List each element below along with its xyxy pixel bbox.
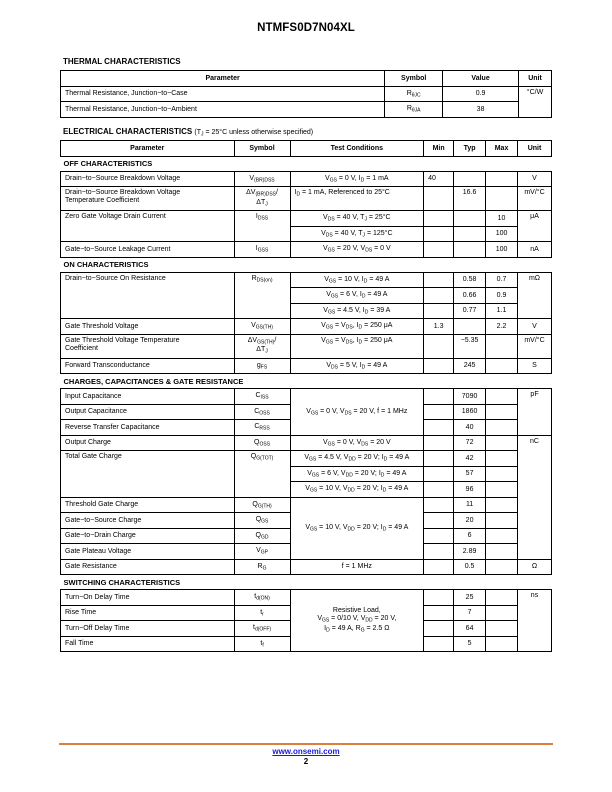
typ-cell: 2.89 (454, 544, 486, 560)
unit-cell: S (518, 358, 552, 374)
unit-cell: Ω (518, 559, 552, 575)
column-header: Min (424, 141, 454, 157)
max-cell (486, 513, 518, 529)
unit-cell: mΩ (518, 272, 552, 319)
typ-cell (454, 242, 486, 258)
typ-cell: 42 (454, 451, 486, 467)
thermal-table (60, 70, 552, 118)
page-title: NTMFS0D7N04XL (257, 22, 355, 34)
typ-cell: 245 (454, 358, 486, 374)
max-cell (486, 420, 518, 436)
condition-cell: $V_{GS} = 4.5$ V, $V_{DD} = 20$ V; $I_D = 49$ A (290, 451, 424, 467)
max-cell (486, 171, 518, 187)
symbol-cell: $t_f$ (234, 636, 290, 652)
symbol-cell: $t_{d(OFF)}$ (234, 621, 290, 637)
unit-cell: V (518, 319, 552, 335)
column-header: Symbol (234, 141, 290, 157)
max-cell (486, 636, 518, 652)
max-cell (486, 605, 518, 621)
min-cell (424, 242, 454, 258)
min-cell (424, 451, 454, 467)
min-cell (424, 272, 454, 288)
symbol-cell: $\Delta V_{(BR)DSS}/$ $\Delta T_J$ (234, 187, 290, 211)
symbol-cell: $\Delta V_{GS(TH)}/$ $\Delta T_J$ (234, 334, 290, 358)
condition-cell: $V_{GS} = V_{DS}$, $I_D = 250$ μA (290, 319, 424, 335)
typ-cell: 0.77 (454, 303, 486, 319)
parameter-cell: Rise Time (61, 605, 235, 621)
min-cell (424, 288, 454, 304)
max-cell (486, 358, 518, 374)
max-cell (486, 466, 518, 482)
max-cell (486, 404, 518, 420)
min-cell (424, 420, 454, 436)
condition-cell: $V_{GS} = 0$ V, $V_{DS} = 20$ V (290, 435, 424, 451)
unit-cell: °C/W (519, 86, 552, 117)
condition-cell: $V_{GS} = 4.5$ V, $I_D = 39$ A (290, 303, 424, 319)
symbol-cell: $R_G$ (234, 559, 290, 575)
typ-cell: 57 (454, 466, 486, 482)
parameter-cell: Thermal Resistance, Junction−to−Ambient (61, 102, 385, 118)
symbol-cell: $g_{FS}$ (234, 358, 290, 374)
symbol-cell: $V_{(BR)DSS}$ (234, 171, 290, 187)
max-cell: 0.9 (486, 288, 518, 304)
parameter-cell: Input Capacitance (61, 389, 235, 405)
typ-cell: 1860 (454, 404, 486, 420)
table-row (61, 590, 552, 606)
value-cell: 0.9 (443, 86, 519, 102)
parameter-cell: Output Capacitance (61, 404, 235, 420)
condition-cell: $V_{DS} = 40$ V, $T_J = 125^\circ C$ (290, 226, 424, 242)
max-cell (486, 559, 518, 575)
min-cell (424, 528, 454, 544)
min-cell (424, 605, 454, 621)
table-row (61, 435, 552, 451)
parameter-cell: Gate Plateau Voltage (61, 544, 235, 560)
condition-cell: $V_{GS} = 10$ V, $I_D = 49$ A (290, 272, 424, 288)
max-cell: 10 (486, 211, 518, 227)
typ-cell: 40 (454, 420, 486, 436)
parameter-cell: Drain−to−Source Breakdown Voltage (61, 171, 235, 187)
symbol-cell: $R_{DS(on)}$ (234, 272, 290, 319)
typ-cell: 11 (454, 497, 486, 513)
table-row (61, 358, 552, 374)
symbol-cell: $Q_{G(TOT)}$ (234, 451, 290, 498)
max-cell (486, 621, 518, 637)
min-cell: 1.3 (424, 319, 454, 335)
column-header: Parameter (61, 141, 235, 157)
max-cell (486, 497, 518, 513)
parameter-cell: Threshold Gate Charge (61, 497, 235, 513)
condition-cell: $V_{DS} = 5$ V, $I_D = 49$ A (290, 358, 424, 374)
table-row (61, 102, 552, 118)
min-cell (424, 513, 454, 529)
unit-cell: μA (518, 211, 552, 242)
typ-cell: 0.5 (454, 559, 486, 575)
typ-cell: 0.66 (454, 288, 486, 304)
symbol-cell: $Q_{GD}$ (234, 528, 290, 544)
website-link[interactable]: www.onsemi.com (272, 747, 340, 756)
table-row (61, 497, 552, 513)
symbol-cell: $t_r$ (234, 605, 290, 621)
typ-cell: 0.58 (454, 272, 486, 288)
min-cell (424, 187, 454, 211)
symbol-cell: $C_{RSS}$ (234, 420, 290, 436)
max-cell (486, 187, 518, 211)
min-cell (424, 389, 454, 405)
min-cell (424, 636, 454, 652)
group-header-charges: CHARGES, CAPACITANCES & GATE RESISTANCE (61, 374, 552, 389)
table-row (61, 86, 552, 102)
column-header: Test Conditions (290, 141, 424, 157)
parameter-cell: Turn−Off Delay Time (61, 621, 235, 637)
typ-cell: −5.35 (454, 334, 486, 358)
max-cell (486, 334, 518, 358)
group-header-on: ON CHARACTERISTICS (61, 257, 552, 272)
column-header: Parameter (61, 71, 385, 87)
condition-cell: $I_D = 1$ mA, Referenced to 25°C (290, 187, 424, 211)
parameter-cell: Drain−to−Source Breakdown Voltage Temperature Coefficient (61, 187, 235, 211)
column-header: Max (486, 141, 518, 157)
symbol-cell: $C_{ISS}$ (234, 389, 290, 405)
thermal-section-title: THERMAL CHARACTERISTICS (63, 57, 181, 66)
column-header: Unit (518, 141, 552, 157)
parameter-cell: Total Gate Charge (61, 451, 235, 498)
footer-divider (59, 743, 553, 745)
electrical-header-row (61, 141, 552, 157)
min-cell (424, 358, 454, 374)
max-cell: 0.7 (486, 272, 518, 288)
electrical-section-title: ELECTRICAL CHARACTERISTICS ($T_J = 25^\circ C$ unless otherwise specified) (63, 127, 314, 138)
parameter-cell: Turn−On Delay Time (61, 590, 235, 606)
condition-cell: $V_{GS} = 10$ V, $V_{DD} = 20$ V; $I_D = 49$ A (290, 497, 424, 559)
symbol-cell: $Q_{GS}$ (234, 513, 290, 529)
min-cell (424, 435, 454, 451)
parameter-cell: Gate−to−Source Charge (61, 513, 235, 529)
typ-cell: 20 (454, 513, 486, 529)
table-row (61, 272, 552, 288)
unit-cell: nA (518, 242, 552, 258)
min-cell (424, 226, 454, 242)
condition-cell: $V_{GS} = 10$ V, $V_{DD} = 20$ V; $I_D = 49$ A (290, 482, 424, 498)
min-cell (424, 466, 454, 482)
symbol-cell: $Q_{OSS}$ (234, 435, 290, 451)
max-cell (486, 389, 518, 405)
symbol-cell: $I_{GSS}$ (234, 242, 290, 258)
unit-cell: mV/°C (518, 334, 552, 358)
typ-cell (454, 171, 486, 187)
max-cell (486, 435, 518, 451)
parameter-cell: Output Charge (61, 435, 235, 451)
min-cell (424, 559, 454, 575)
unit-cell: ns (518, 590, 552, 652)
max-cell: 2.2 (486, 319, 518, 335)
column-header: Value (443, 71, 519, 87)
typ-cell: 5 (454, 636, 486, 652)
typ-cell (454, 319, 486, 335)
typ-cell: 25 (454, 590, 486, 606)
conditions-note: ($T_J = 25^\circ C$ unless otherwise specified) (194, 129, 314, 138)
table-row (61, 171, 552, 187)
parameter-cell: Forward Transconductance (61, 358, 235, 374)
min-cell (424, 482, 454, 498)
typ-cell: 7090 (454, 389, 486, 405)
symbol-cell: $C_{OSS}$ (234, 404, 290, 420)
parameter-cell: Thermal Resistance, Junction−to−Case (61, 86, 385, 102)
parameter-cell: Gate Threshold Voltage (61, 319, 235, 335)
typ-cell: 96 (454, 482, 486, 498)
min-cell (424, 211, 454, 227)
min-cell (424, 544, 454, 560)
condition-cell: $V_{GS} = 0$ V, $I_D = 1$ mA (290, 171, 424, 187)
table-row (61, 559, 552, 575)
typ-cell: 6 (454, 528, 486, 544)
table-row (61, 319, 552, 335)
symbol-cell: $R_{\theta JC}$ (385, 86, 443, 102)
table-row (61, 389, 552, 405)
column-header: Unit (519, 71, 552, 87)
unit-cell: mV/°C (518, 187, 552, 211)
max-cell: 1.1 (486, 303, 518, 319)
unit-cell: V (518, 171, 552, 187)
parameter-cell: Reverse Transfer Capacitance (61, 420, 235, 436)
min-cell (424, 404, 454, 420)
max-cell (486, 590, 518, 606)
min-cell: 40 (424, 171, 454, 187)
group-header-switching: SWITCHING CHARACTERISTICS (61, 575, 552, 590)
group-header-off: OFF CHARACTERISTICS (61, 156, 552, 171)
parameter-cell: Gate−to−Source Leakage Current (61, 242, 235, 258)
unit-cell: pF (518, 389, 552, 436)
electrical-table (60, 140, 552, 652)
symbol-cell: $I_{DSS}$ (234, 211, 290, 242)
parameter-cell: Fall Time (61, 636, 235, 652)
parameter-cell: Gate Threshold Voltage Temperature Coefficient (61, 334, 235, 358)
column-header: Symbol (385, 71, 443, 87)
typ-cell (454, 226, 486, 242)
column-header: Typ (454, 141, 486, 157)
symbol-cell: $R_{\theta JA}$ (385, 102, 443, 118)
condition-cell: $V_{GS} = 6$ V, $V_{DD} = 20$ V; $I_D = 49$ A (290, 466, 424, 482)
table-row (61, 451, 552, 467)
min-cell (424, 621, 454, 637)
table-row (61, 211, 552, 227)
symbol-cell: $V_{GS(TH)}$ (234, 319, 290, 335)
condition-cell: $V_{GS} = 0$ V, $V_{DS} = 20$ V, f = 1 MHz (290, 389, 424, 436)
thermal-header-row (61, 71, 552, 87)
symbol-cell: $V_{GP}$ (234, 544, 290, 560)
typ-cell: 7 (454, 605, 486, 621)
max-cell: 100 (486, 226, 518, 242)
condition-cell: $V_{DS} = 40$ V, $T_J = 25^\circ C$ (290, 211, 424, 227)
max-cell (486, 451, 518, 467)
condition-cell: $V_{GS} = 20$ V, $V_{DS} = 0$ V (290, 242, 424, 258)
condition-cell: f = 1 MHz (290, 559, 424, 575)
symbol-cell: $Q_{G(TH)}$ (234, 497, 290, 513)
typ-cell (454, 211, 486, 227)
condition-cell: $V_{GS} = 6$ V, $I_D = 49$ A (290, 288, 424, 304)
condition-cell: $V_{GS} = V_{DS}$, $I_D = 250$ μA (290, 334, 424, 358)
max-cell (486, 482, 518, 498)
typ-cell: 72 (454, 435, 486, 451)
min-cell (424, 590, 454, 606)
max-cell: 100 (486, 242, 518, 258)
max-cell (486, 544, 518, 560)
typ-cell: 64 (454, 621, 486, 637)
parameter-cell: Drain−to−Source On Resistance (61, 272, 235, 319)
min-cell (424, 303, 454, 319)
min-cell (424, 334, 454, 358)
value-cell: 38 (443, 102, 519, 118)
symbol-cell: $t_{d(ON)}$ (234, 590, 290, 606)
page-number: 2 (303, 757, 309, 766)
condition-cell: Resistive Load, $V_{GS} = 0/10$ V, $V_{DD} = 20$ V, $I_D = 49$ A, $R_G = 2.5$ Ω (290, 590, 424, 652)
min-cell (424, 497, 454, 513)
parameter-cell: Zero Gate Voltage Drain Current (61, 211, 235, 242)
typ-cell: 16.6 (454, 187, 486, 211)
max-cell (486, 528, 518, 544)
table-row (61, 187, 552, 211)
table-row (61, 242, 552, 258)
unit-cell: nC (518, 435, 552, 559)
table-row (61, 334, 552, 358)
parameter-cell: Gate Resistance (61, 559, 235, 575)
parameter-cell: Gate−to−Drain Charge (61, 528, 235, 544)
